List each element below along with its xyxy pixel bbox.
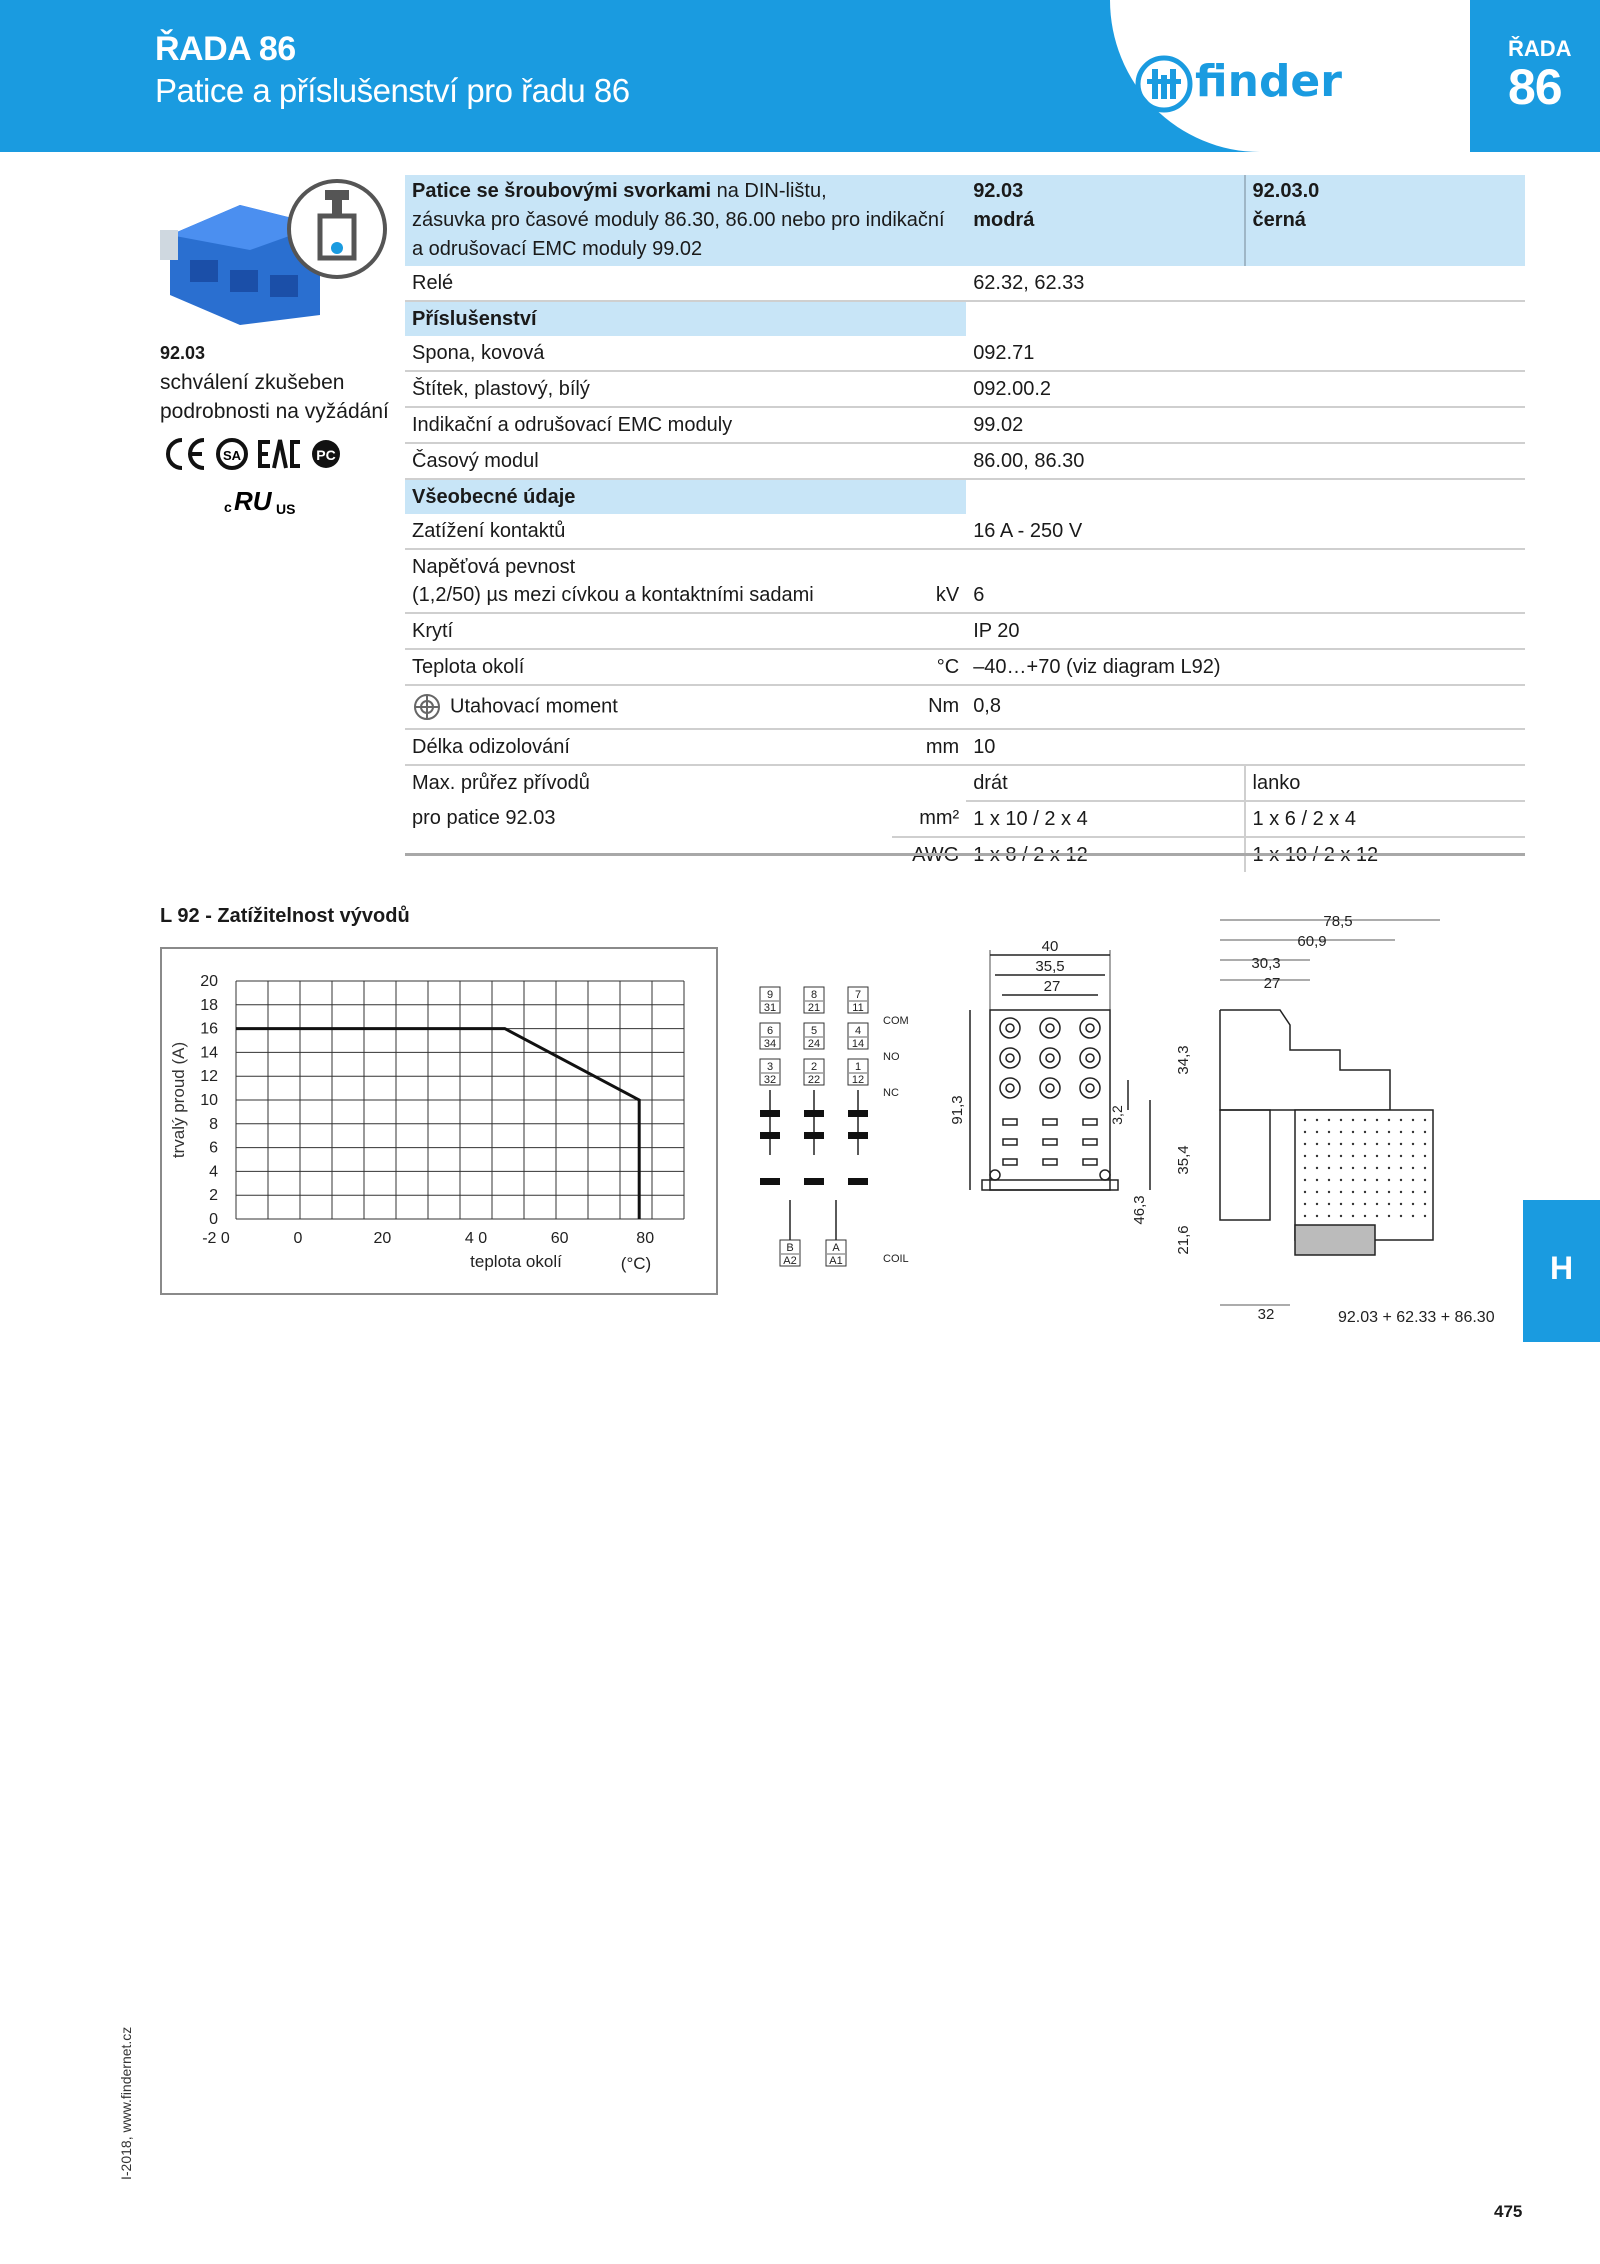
- page-header: [0, 0, 1600, 152]
- footer-publication: I-2018, www.findernet.cz: [118, 2026, 134, 2180]
- torque-label-cell: [405, 685, 892, 729]
- accessory-label: Štítek, plastový, bílý: [405, 371, 892, 407]
- corner-series-number: 86: [1508, 59, 1562, 115]
- section-row: [405, 479, 1525, 514]
- dim-side-h3: 21,6: [1175, 1225, 1192, 1255]
- chart-frame: [160, 947, 718, 1295]
- x-tick-label: 0: [293, 1230, 303, 1247]
- front-view-drawing: [949, 938, 1150, 1225]
- section-tab-h: [1523, 1200, 1600, 1342]
- temperature-value: –40…+70 (viz diagram L92): [966, 649, 1525, 685]
- y-tick-label: 10: [200, 1092, 218, 1109]
- terminal-contact: 11: [852, 1002, 864, 1014]
- finder-logo: [1135, 52, 1365, 116]
- coil-terminal-letter: A: [832, 1242, 840, 1254]
- product-code-label: 92.03: [160, 343, 206, 363]
- contact-symbol: [848, 1132, 868, 1139]
- table-row: [405, 549, 1525, 613]
- contact-symbol: [804, 1132, 824, 1139]
- page-number: 475: [1494, 2202, 1523, 2221]
- dim-front-inner1: 35,5: [1035, 958, 1065, 975]
- specification-table: [405, 175, 1525, 872]
- contact-symbol: [848, 1178, 868, 1185]
- table-row: [405, 336, 1525, 371]
- accessory-label: Časový modul: [405, 443, 892, 479]
- dim-front-small: 3,2: [1109, 1105, 1125, 1125]
- accessory-value: 86.00, 86.30: [966, 443, 1525, 479]
- table-row: [405, 613, 1525, 649]
- accessory-value: 99.02: [966, 407, 1525, 443]
- series-title: ŘADA 86: [155, 30, 296, 68]
- section-accessories: Příslušenství: [405, 301, 966, 336]
- accessory-value: 092.71: [966, 336, 1525, 371]
- table-header-row: [405, 175, 1525, 266]
- torque-label: Utahovací moment: [450, 695, 618, 718]
- terminal-contact: 14: [851, 1038, 865, 1050]
- dim-side-a: 60,9: [1297, 933, 1327, 950]
- dim-side-b: 30,3: [1251, 955, 1281, 972]
- dim-side-c: 27: [1263, 975, 1281, 992]
- wire-size-label: Max. průřez přívodů: [412, 772, 590, 794]
- table-header-description: [405, 175, 966, 266]
- strip-length-value: 10: [966, 729, 1525, 765]
- approval-line-1: schválení zkušeben: [160, 371, 345, 394]
- table-row: [405, 514, 1525, 549]
- technical-drawings: [740, 910, 1520, 1340]
- x-tick-label: 80: [636, 1230, 655, 1247]
- dielectric-unit: kV: [892, 549, 966, 613]
- y-tick-label: 2: [209, 1187, 218, 1205]
- gost-mark-icon: [312, 440, 340, 468]
- terminal-number: 3: [766, 1061, 774, 1073]
- y-tick-label: 16: [200, 1020, 218, 1038]
- svg-text:PC: PC: [316, 447, 336, 463]
- col2-color: černá: [1252, 209, 1306, 231]
- terminal-number: 5: [810, 1025, 818, 1037]
- dim-front-mid: 46,3: [1131, 1195, 1148, 1225]
- screw-terminal: [1000, 1048, 1020, 1068]
- screw-terminal-icon: [284, 176, 390, 282]
- x-tick-label: 60: [550, 1230, 569, 1247]
- series-subtitle: Patice a příslušenství pro řadu 86: [155, 72, 630, 109]
- section-row: [405, 301, 1525, 336]
- nc-label: NC: [883, 1087, 899, 1099]
- col1-color: modrá: [973, 209, 1035, 231]
- section-tab-letter: H: [1549, 1250, 1574, 1286]
- protection-value: IP 20: [966, 613, 1525, 649]
- screw-terminal: [1040, 1048, 1060, 1068]
- dim-side-base: 32: [1257, 1306, 1275, 1323]
- contact-symbol: [760, 1132, 780, 1139]
- dim-front-width: 40: [1041, 938, 1059, 955]
- terminal-number: 2: [810, 1061, 818, 1073]
- svg-text:c: c: [224, 499, 232, 515]
- temperature-unit: °C: [892, 649, 966, 685]
- x-axis-label: teplota okolí: [470, 1252, 562, 1271]
- wire-mm-col2: 1 x 6 / 2 x 4: [1245, 801, 1525, 837]
- accessory-value: 092.00.2: [966, 371, 1525, 407]
- screw-terminal: [1000, 1018, 1020, 1038]
- finder-logo-icon: [1135, 55, 1193, 113]
- table-row: [405, 266, 1525, 301]
- wiring-diagram: [760, 987, 909, 1267]
- contact-symbol: [760, 1178, 780, 1185]
- dim-side-h2: 35,4: [1175, 1145, 1192, 1175]
- approval-line-2: podrobnosti na vyžádání: [160, 400, 389, 423]
- svg-text:US: US: [276, 501, 296, 517]
- terminal-number: 1: [854, 1061, 862, 1073]
- screw-terminal: [1080, 1048, 1100, 1068]
- strip-length-unit: mm: [892, 729, 966, 765]
- header-desc-line2: zásuvka pro časové moduly 86.30, 86.00 nebo pro indikační: [412, 209, 945, 231]
- terminal-contact: 34: [763, 1038, 777, 1050]
- header-desc-bold: Patice se šroubovými svorkami: [412, 180, 712, 202]
- torque-screw-icon: [412, 692, 442, 722]
- com-label: COM: [883, 1015, 909, 1027]
- combo-label: 92.03 + 62.33 + 86.30: [1338, 1309, 1495, 1326]
- y-tick-label: 12: [200, 1068, 218, 1086]
- table-row: [405, 649, 1525, 685]
- load-chart: [162, 949, 716, 1293]
- terminal-number: 4: [854, 1025, 862, 1037]
- temperature-label: Teplota okolí: [405, 649, 892, 685]
- contact-symbol: [804, 1110, 824, 1117]
- terminal-number: 7: [854, 989, 862, 1001]
- terminal-contact: 24: [807, 1038, 821, 1050]
- rele-value: 62.32, 62.33: [966, 266, 1525, 301]
- y-axis-label: trvalý proud (A): [169, 1041, 188, 1159]
- col2-code: 92.03.0: [1252, 180, 1320, 202]
- coil-label: COIL: [883, 1253, 909, 1265]
- screw-terminal: [1000, 1078, 1020, 1098]
- coil-terminal-letter: B: [786, 1242, 794, 1254]
- screw-terminal: [1080, 1018, 1100, 1038]
- torque-unit: Nm: [892, 685, 966, 729]
- no-label: NO: [883, 1051, 900, 1063]
- certification-marks: [160, 432, 380, 522]
- dim-front-inner2: 27: [1043, 978, 1061, 995]
- dim-side-h1: 34,3: [1175, 1045, 1192, 1075]
- dielectric-line1: Napěťová pevnost: [412, 556, 576, 578]
- corner-series-label: ŘADA: [1508, 36, 1572, 61]
- table-row: [405, 371, 1525, 407]
- wire-col1-header: drát: [966, 765, 1244, 801]
- y-tick-label: 20: [200, 973, 218, 990]
- header-desc-line3: a odrušovací EMC moduly 99.02: [412, 238, 703, 260]
- table-row: [405, 685, 1525, 729]
- table-row: [405, 443, 1525, 479]
- y-tick-label: 18: [200, 996, 218, 1014]
- header-desc-rest: na DIN-lištu,: [711, 180, 827, 202]
- csa-mark-icon: [218, 440, 246, 468]
- y-tick-label: 6: [209, 1139, 218, 1157]
- y-tick-label: 8: [209, 1115, 218, 1133]
- coil-terminal-id: A1: [829, 1255, 843, 1267]
- side-view-drawing: [1175, 913, 1495, 1326]
- dielectric-label: [405, 549, 892, 613]
- y-tick-label: 4: [209, 1163, 218, 1181]
- screw-terminal: [1040, 1078, 1060, 1098]
- terminal-contact: 22: [807, 1074, 821, 1086]
- x-tick-label: -2 0: [202, 1230, 230, 1247]
- rele-label: Relé: [405, 266, 892, 301]
- table-row: [405, 765, 1525, 801]
- protection-label: Krytí: [405, 613, 892, 649]
- table-bottom-rule: [405, 853, 1525, 856]
- torque-value: 0,8: [966, 685, 1525, 729]
- dim-side-total: 78,5: [1323, 913, 1353, 930]
- terminal-number: 9: [766, 989, 774, 1001]
- terminal-number: 6: [766, 1025, 774, 1037]
- strip-length-label: Délka odizolování: [405, 729, 892, 765]
- wire-for-label: pro patice 92.03: [412, 807, 556, 829]
- y-tick-label: 14: [200, 1044, 218, 1062]
- contact-symbol: [848, 1110, 868, 1117]
- terminal-number: 8: [810, 989, 818, 1001]
- brand-name: finder: [1195, 56, 1342, 107]
- table-row: [405, 729, 1525, 765]
- terminal-contact: 32: [763, 1074, 777, 1086]
- screw-terminal: [1040, 1018, 1060, 1038]
- eac-mark-icon: [258, 440, 300, 468]
- wire-col2-header: lanko: [1245, 765, 1525, 801]
- column-92-03-header: [966, 175, 1244, 266]
- y-tick-label: 0: [209, 1211, 218, 1228]
- terminal-contact: 12: [851, 1074, 865, 1086]
- dielectric-value: 6: [966, 549, 1525, 613]
- screw-terminal: [1080, 1078, 1100, 1098]
- svg-text:RU: RU: [234, 486, 272, 516]
- wire-mm-unit: mm²: [892, 801, 966, 837]
- x-tick-label: 20: [373, 1230, 392, 1247]
- terminal-contact: 21: [807, 1002, 821, 1014]
- column-92-03-0-header: [1245, 175, 1525, 266]
- wire-mm-col1: 1 x 10 / 2 x 4: [966, 801, 1244, 837]
- load-value: 16 A - 250 V: [966, 514, 1525, 549]
- ul-mark-icon: [224, 486, 295, 517]
- ce-mark-icon: [168, 440, 204, 468]
- x-axis-unit: (°C): [620, 1254, 652, 1273]
- dielectric-line2: (1,2/50) µs mezi cívkou a kontaktními sadami: [412, 584, 814, 606]
- chart-title: L 92 - Zatížitelnost vývodů: [160, 905, 410, 927]
- load-label: Zatížení kontaktů: [405, 514, 892, 549]
- contact-symbol: [804, 1178, 824, 1185]
- table-row: [405, 407, 1525, 443]
- approval-text: [160, 368, 389, 426]
- terminal-contact: 31: [763, 1002, 777, 1014]
- coil-terminal-id: A2: [783, 1255, 797, 1267]
- section-general: Všeobecné údaje: [405, 479, 966, 514]
- dim-front-height: 91,3: [949, 1095, 966, 1125]
- accessory-label: Spona, kovová: [405, 336, 892, 371]
- svg-text:SA: SA: [222, 448, 242, 463]
- table-row: [405, 801, 1525, 837]
- contact-symbol: [760, 1110, 780, 1117]
- x-tick-label: 4 0: [464, 1230, 488, 1247]
- col1-code: 92.03: [973, 180, 1024, 202]
- accessory-label: Indikační a odrušovací EMC moduly: [405, 407, 892, 443]
